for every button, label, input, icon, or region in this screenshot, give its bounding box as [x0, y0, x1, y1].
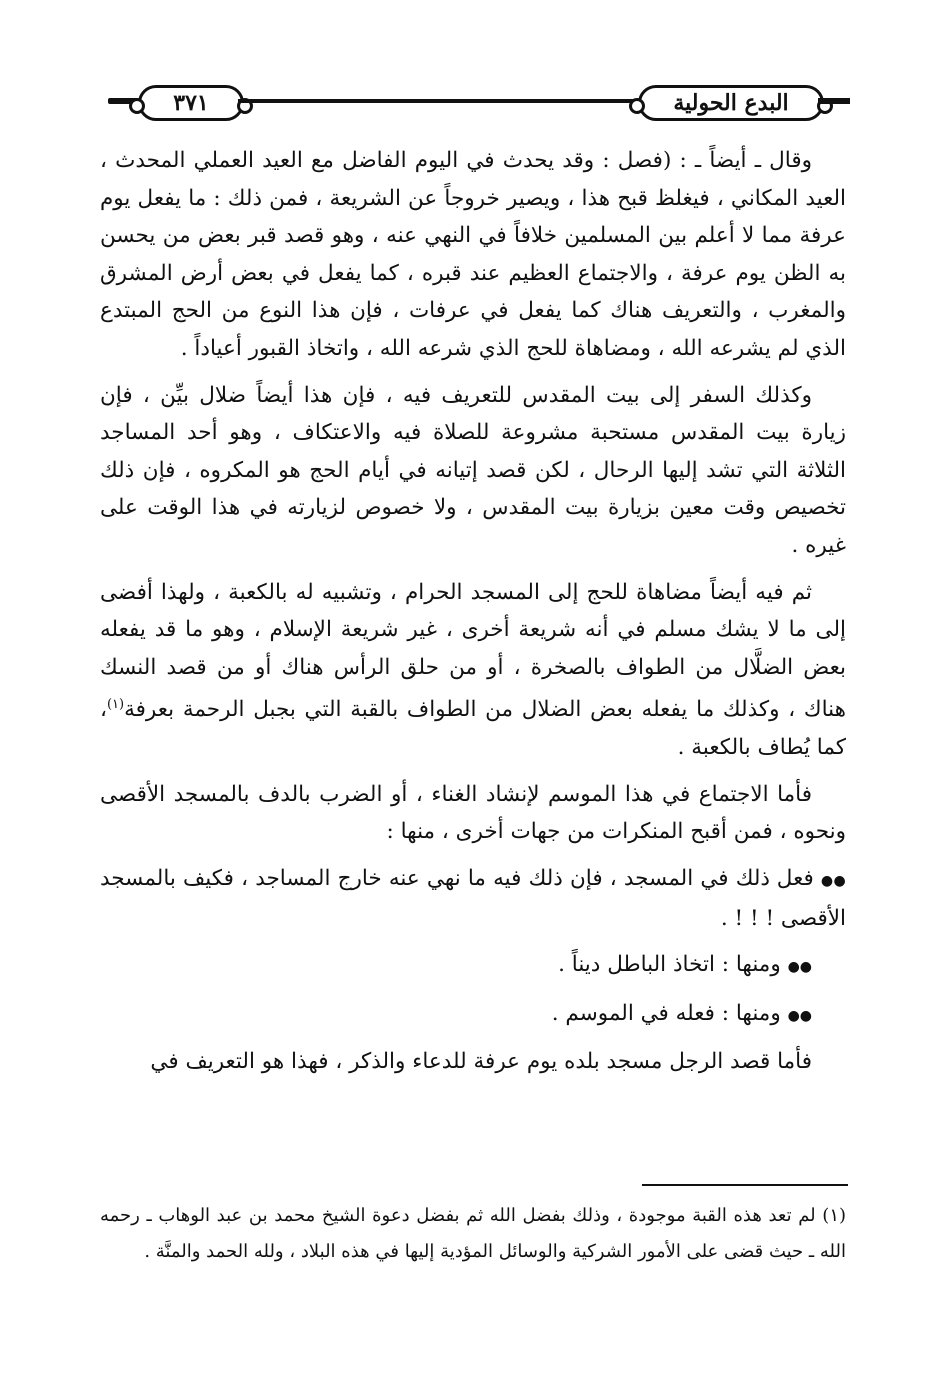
header-rule-middle [238, 99, 638, 103]
running-title: البدع الحولية [638, 85, 824, 121]
body-text [100, 142, 846, 1090]
bullet-item-1 [100, 860, 846, 938]
bullet-item-2 [100, 946, 846, 987]
paragraph-3-text: ثم فيه أيضاً مضاهاة للحج إلى المسجد الحرام ، وتشبيه له بالكعبة ، ولهذا أفضى إلى ما لا يشك مسلم في أنه شريعة أخرى ، غير شريعة الإسلام ، وهو ما قد يفعله بعض الضلَّال من الطواف بالصخرة ، أو من حلق الرأس هناك أو من قصد النسك هناك ، وكذلك ما يفعله بعض الضلال من الطواف بالقبة التي بجبل الرحمة بعرفة [100, 579, 846, 723]
page-number: ٣٧١ [138, 85, 244, 121]
footnote-divider [642, 1184, 848, 1186]
paragraph-3-tail: ، كما يُطاف بالكعبة . [100, 697, 846, 761]
bullet-text-1: فعل ذلك في المسجد ، فإن ذلك فيه ما نهي عنه خارج المساجد ، فكيف بالمسجد الأقصى ! ! ! . [100, 865, 846, 932]
paragraph-2: وكذلك السفر إلى بيت المقدس للتعريف فيه ، فإن هذا أيضاً ضلال بيِّن ، فإن زيارة بيت المقدس مستحبة مشروعة للصلاة فيه والاعتكاف ، وهو أحد المساجد الثلاثة التي تشد إليها الرحال ، لكن قصد إتيانه في أيام الحج هو المكروه ، فإن ذلك تخصيص وقت معين بزيارة بيت المقدس ، ولا خصوص لزيارته في هذا الوقت على غيره . [100, 382, 846, 558]
bullet-text-2: ومنها : اتخاذ الباطل ديناً . [558, 952, 781, 978]
bullet-text-3: ومنها : فعله في الموسم . [551, 1000, 781, 1026]
footnote-marker: (١) [106, 697, 125, 713]
paragraph-1: وقال ـ أيضاً ـ : (فصل : وقد يحدث في اليوم الفاضل مع العيد العملي المحدث ، العيد المكاني ، فيغلظ قبح هذا ، ويصير خروجاً عن الشريعة ، فمن ذلك : ما يفعل يوم عرفة مما لا أعلم بين المسلمين خلافاً في النهي عنه ، وهو قصد قبر بعض من يحسن به الظن يوم عرفة ، والاجتماع العظيم عند قبره ، كما يفعل في بعض أرض المشرق والمغرب ، والتعريف هناك كما يفعل في عرفات ، فإن هذا النوع من الحج المبتدع الذي لم يشرعه الله ، ومضاهاة للحج الذي شرعه الله ، واتخاذ القبور أعياداً . [100, 148, 846, 361]
bullet-dots-icon: ●● [787, 959, 812, 976]
bullet-dots-icon: ●● [787, 1007, 812, 1024]
paragraph-4: فأما الاجتماع في هذا الموسم لإنشاد الغناء ، أو الضرب بالدف بالمسجد الأقصى ونحوه ، فمن أقبح المنكرات من جهات أخرى ، منها : [100, 781, 846, 845]
paragraph-5: فأما قصد الرجل مسجد بلده يوم عرفة للدعاء والذكر ، فهذا هو التعريف في [150, 1049, 812, 1075]
page-header [108, 82, 850, 122]
bullet-dots-icon: ●● [820, 872, 846, 889]
footnote-text: (١) لم تعد هذه القبة موجودة ، وذلك بفضل الله ثم بفضل دعوة الشيخ محمد بن عبد الوهاب ـ رحمه الله ـ حيث قضى على الأمور الشركية والوسائل المؤدية إليها في هذه البلاد ، ولله الحمد والمنَّة . [100, 1205, 847, 1262]
paragraph-3 [100, 574, 846, 767]
footnote [100, 1198, 846, 1270]
header-rule-right [818, 98, 850, 104]
bullet-item-3 [100, 995, 846, 1036]
